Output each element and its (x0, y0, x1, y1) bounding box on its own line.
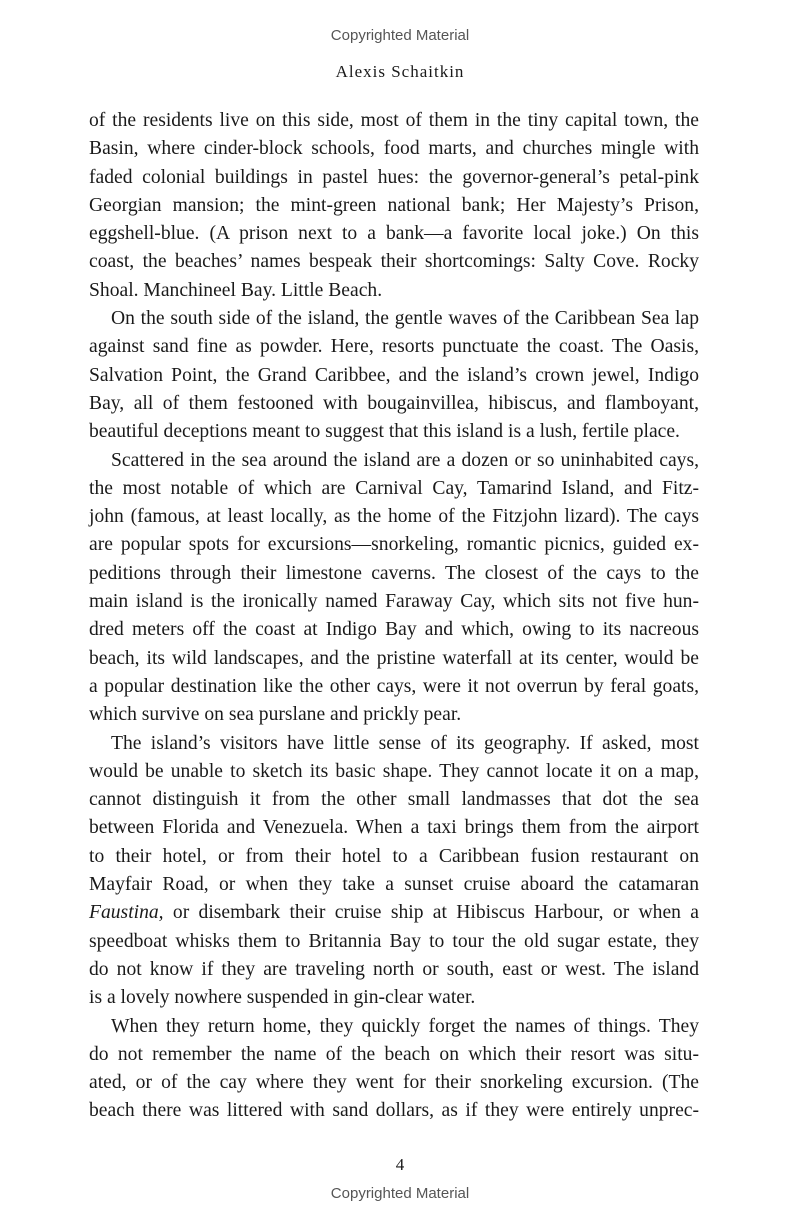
text-line: main island is the ironically named Faraway Cay, which sits not five hun- (89, 591, 699, 613)
text-line: of the residents live on this side, most of them in the tiny capital town, the (89, 110, 699, 131)
text-line: The island’s visitors have little sense of its geography. If asked, most (111, 732, 699, 754)
text-line: eggshell-blue. (A prison next to a bank—a favorite local joke.) On this (89, 223, 699, 245)
text-line: When they return home, they quickly forget the names of things. They (111, 1015, 699, 1037)
text-line: beach there was littered with sand dollars, as if they were entirely unprec- (89, 1100, 699, 1122)
text-line: which survive on sea purslane and prickly pear. (89, 704, 462, 726)
text-line: Salvation Point, the Grand Caribbee, and the island’s crown jewel, Indigo (89, 364, 699, 386)
text-line: do not remember the name of the beach on which their resort was situ- (89, 1043, 699, 1065)
text-line: speedboat whisks them to Britannia Bay to tour the old sugar estate, they (89, 930, 699, 952)
text-line: is a lovely nowhere suspended in gin-clear water. (89, 987, 476, 1009)
running-head-author: Alexis Schaitkin (335, 62, 465, 81)
text-line: Shoal. Manchineel Bay. Little Beach. (89, 279, 383, 301)
text-line: do not know if they are traveling north or south, east or west. The island (89, 958, 699, 980)
text-line: dred meters off the coast at Indigo Bay and which, owing to its nacreous (89, 619, 699, 641)
text-line: cannot distinguish it from the other small landmasses that dot the sea (89, 789, 699, 811)
copyright-watermark-top: Copyrighted Material (330, 27, 470, 44)
text-line: beautiful deceptions meant to suggest that this island is a lush, fertile place. (89, 421, 680, 443)
text-line: Georgian mansion; the mint-green national bank; Her Majesty’s Prison, (89, 194, 699, 216)
text-line: Scattered in the sea around the island are a dozen or so uninhabited cays, (111, 449, 699, 471)
text-line: beach, its wild landscapes, and the pristine waterfall at its center, would be (89, 647, 699, 669)
text-line: john (famous, at least locally, as the home of the Fitzjohn lizard). The cays (89, 506, 699, 528)
text-line: Bay, all of them festooned with bougainvillea, hibiscus, and flamboyant, (89, 392, 699, 414)
text-line: a popular destination like the other cays, were it not overrun by feral goats, (89, 675, 699, 697)
text-line: On the south side of the island, the gentle waves of the Caribbean Sea lap (111, 308, 699, 330)
text-line: between Florida and Venezuela. When a taxi brings them from the airport (89, 817, 699, 839)
text-line: ated, or of the cay where they went for their snorkeling excursion. (The (89, 1072, 699, 1094)
italic-ship-name: Faustina, (89, 902, 164, 924)
text-line: Mayfair Road, or when they take a sunset cruise aboard the catamaran (89, 874, 699, 896)
text-line: faded colonial buildings in pastel hues: the governor-general’s petal-pink (89, 166, 699, 188)
text-line-with-italic (89, 899, 699, 927)
text-line: are popular spots for excursions—snorkeling, romantic picnics, guided ex- (89, 534, 699, 556)
text-line: the most notable of which are Carnival Cay, Tamarind Island, and Fitz- (89, 477, 699, 499)
text-line: to their hotel, or from their hotel to a Caribbean fusion restaurant on (89, 845, 699, 867)
body-text (89, 107, 699, 1126)
text-line: against sand fine as powder. Here, resorts punctuate the coast. The Oasis, (89, 336, 699, 358)
text-line: coast, the beaches’ names bespeak their shortcomings: Salty Cove. Rocky (89, 251, 699, 273)
page-number: 4 (395, 1155, 405, 1174)
text-line: Basin, where cinder-block schools, food marts, and churches mingle with (89, 138, 699, 160)
text-line-remainder: or disembark their cruise ship at Hibiscus Harbour, or when a (172, 902, 699, 924)
text-line: would be unable to sketch its basic shape. They cannot locate it on a map, (89, 760, 699, 782)
text-line: peditions through their limestone caverns. The closest of the cays to the (89, 562, 699, 584)
copyright-watermark-bottom: Copyrighted Material (330, 1185, 470, 1202)
